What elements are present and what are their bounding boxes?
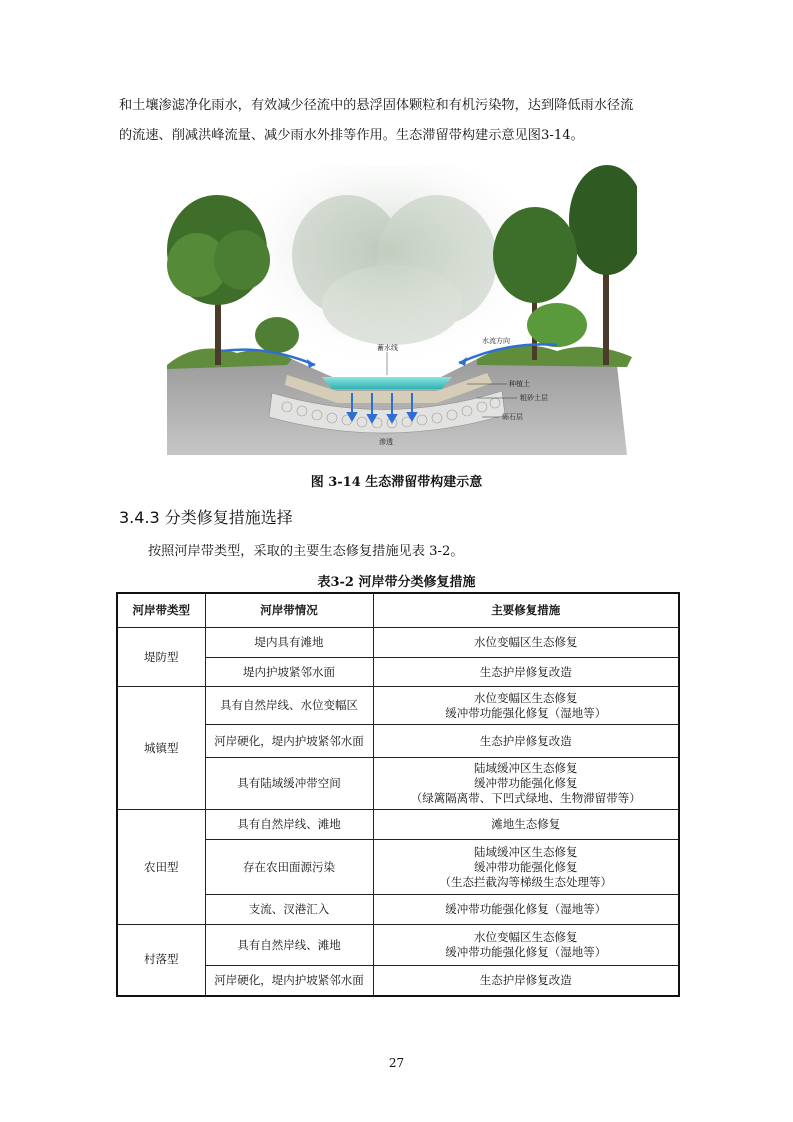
situation-cell: 河岸硬化，堤内护坡紧邻水面 xyxy=(205,966,373,996)
situation-cell: 具有自然岸线、滩地 xyxy=(205,925,373,966)
measures-cell xyxy=(373,687,679,725)
figure-caption: 图 3-14 生态滞留带构建示意 xyxy=(310,475,483,490)
type-cell: 村落型 xyxy=(117,925,205,996)
measure-line: 缓冲带功能强化修复 xyxy=(474,776,578,790)
measures-cell xyxy=(373,758,679,810)
measures-cell: 缓冲带功能强化修复（湿地等） xyxy=(373,895,679,925)
situation-cell: 堤内具有滩地 xyxy=(205,628,373,658)
measure-line: 陆域缓冲区生态修复 xyxy=(474,761,578,775)
label-infiltration: 渗透 xyxy=(379,438,393,446)
measure-line: 水位变幅区生态修复 xyxy=(474,930,578,944)
page-number: 27 xyxy=(388,1056,405,1070)
situation-cell: 具有陆域缓冲带空间 xyxy=(205,758,373,810)
label-coarse-sand: 粗砂土层 xyxy=(520,394,548,402)
situation-cell: 存在农田面源污染 xyxy=(205,840,373,895)
table-row xyxy=(117,925,679,966)
body-paragraph-line-2: 的流速、削减洪峰流量、减少雨水外排等作用。生态滞留带构建示意见图3-14。 xyxy=(119,128,584,143)
measure-line: 缓冲带功能强化修复（湿地等） xyxy=(445,705,607,720)
bioretention-diagram xyxy=(137,165,637,455)
body-paragraph-line-1: 和土壤渗滤净化雨水，有效减少径流中的悬浮固体颗粒和有机污染物，达到降低雨水径流 xyxy=(119,98,634,113)
label-planting-soil: 种植土 xyxy=(509,380,530,388)
measures-cell xyxy=(373,925,679,966)
header-type: 河岸带类型 xyxy=(117,593,205,628)
measures-cell: 滩地生态修复 xyxy=(373,810,679,840)
measures-table xyxy=(116,592,680,997)
measures-cell xyxy=(373,840,679,895)
measures-cell: 生态护岸修复改造 xyxy=(373,966,679,996)
situation-cell: 具有自然岸线、水位变幅区 xyxy=(205,687,373,725)
situation-cell: 堤内护坡紧邻水面 xyxy=(205,658,373,687)
measure-line: （绿篱隔离带、下凹式绿地、生物滞留带等） xyxy=(410,791,641,805)
type-cell: 堤防型 xyxy=(117,628,205,687)
table-row xyxy=(117,628,679,658)
table-row xyxy=(117,810,679,840)
measure-line: （生态拦截沟等梯级生态处理等） xyxy=(439,874,612,889)
measure-line: 水位变幅区生态修复 xyxy=(474,690,578,705)
measures-cell: 水位变幅区生态修复 xyxy=(373,628,679,658)
table-header-row xyxy=(117,593,679,628)
measures-cell: 生态护岸修复改造 xyxy=(373,658,679,687)
type-cell: 农田型 xyxy=(117,810,205,925)
header-measures: 主要修复措施 xyxy=(373,593,679,628)
type-cell: 城镇型 xyxy=(117,687,205,810)
situation-cell: 具有自然岸线、滩地 xyxy=(205,810,373,840)
section-heading: 3.4.3 分类修复措施选择 xyxy=(119,508,293,527)
measure-line: 陆域缓冲区生态修复 xyxy=(474,844,578,859)
measure-line: 缓冲带功能强化修复 xyxy=(474,859,578,874)
label-flow-direction: 水流方向 xyxy=(482,337,510,345)
situation-cell: 支流、汊港汇入 xyxy=(205,895,373,925)
table-row xyxy=(117,687,679,725)
label-water-level: 蓄水线 xyxy=(377,344,398,352)
situation-cell: 河岸硬化，堤内护坡紧邻水面 xyxy=(205,725,373,758)
water-body xyxy=(322,377,452,389)
header-situation: 河岸带情况 xyxy=(205,593,373,628)
measure-line: 缓冲带功能强化修复（湿地等） xyxy=(445,945,607,959)
measures-cell: 生态护岸修复改造 xyxy=(373,725,679,758)
table-title: 表3-2 河岸带分类修复措施 xyxy=(317,575,476,590)
section-intro: 按照河岸带类型，采取的主要生态修复措施见表 3-2。 xyxy=(148,544,464,559)
label-gravel: 砾石层 xyxy=(502,413,523,421)
